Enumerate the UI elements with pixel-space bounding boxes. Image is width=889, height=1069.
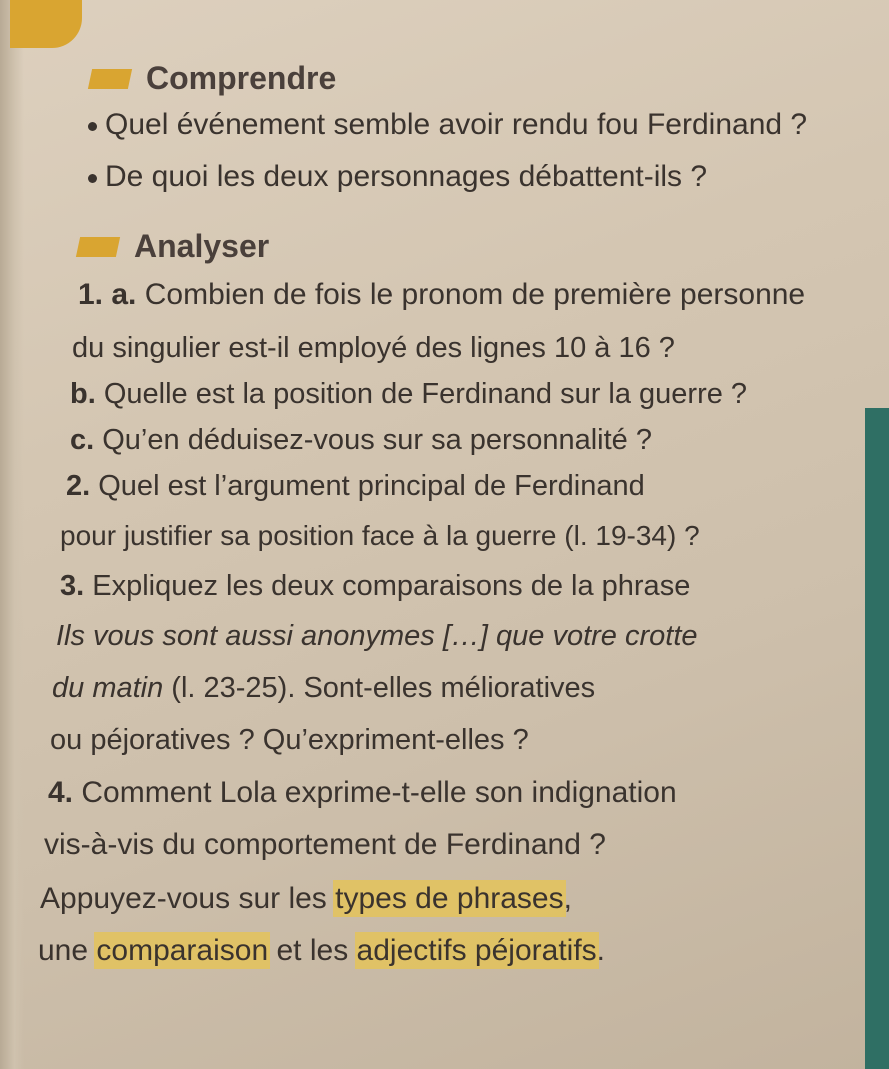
section-marker-icon xyxy=(88,69,132,89)
quote-text: du matin xyxy=(52,672,164,704)
quote-text: Ils vous sont aussi anonymes […] que votre crotte xyxy=(56,620,698,652)
question-2 xyxy=(66,470,645,503)
question-1a xyxy=(78,278,805,312)
question-text: Expliquez les deux comparaisons de la phrase xyxy=(92,570,691,602)
question-3-quote xyxy=(56,620,698,653)
bullet-item xyxy=(88,160,707,194)
question-number: 3. xyxy=(60,570,85,602)
question-text: Comment Lola exprime-t-elle son indignation xyxy=(81,776,677,809)
highlighted-text: types de phrases xyxy=(335,882,564,915)
question-3-cont xyxy=(52,672,595,705)
right-strip xyxy=(865,408,889,1069)
sub-label: c. xyxy=(70,424,95,456)
question-4-hint xyxy=(40,882,572,916)
question-text: une xyxy=(38,934,97,967)
question-4-cont xyxy=(44,828,606,862)
bullet-item xyxy=(88,108,807,142)
sub-label: b. xyxy=(70,378,96,410)
corner-tab xyxy=(10,0,82,48)
question-text: du singulier est-il employé des lignes 10 à 16 ? xyxy=(72,332,675,364)
question-text: , xyxy=(563,882,572,915)
highlighted-text: comparaison xyxy=(96,934,269,967)
bullet-text: De quoi les deux personnages débattent-ils ? xyxy=(105,160,708,193)
question-2-cont xyxy=(60,520,700,552)
question-4-hint2 xyxy=(38,934,605,968)
question-text: (l. 23-25). Sont-elles mélioratives xyxy=(163,672,596,704)
question-number: 1. xyxy=(78,278,104,311)
question-text: pour justifier sa position face à la guerre (l. 19-34) ? xyxy=(60,520,700,551)
page-edge xyxy=(0,0,24,1069)
section-title: Analyser xyxy=(134,228,270,264)
question-1b xyxy=(70,378,747,411)
section-title: Comprendre xyxy=(146,60,337,96)
question-text: ou péjoratives ? Qu’expriment-elles ? xyxy=(50,724,529,756)
question-text: Combien de fois le pronom de première personne xyxy=(144,278,806,311)
question-text: Quel est l’argument principal de Ferdinand xyxy=(98,470,645,502)
question-number: 2. xyxy=(66,470,91,502)
section-marker-icon xyxy=(76,237,120,257)
highlighted-text: adjectifs péjoratifs xyxy=(356,934,597,967)
question-text: vis-à-vis du comportement de Ferdinand ? xyxy=(44,828,606,861)
bullet-icon xyxy=(88,174,97,183)
question-number: 4. xyxy=(48,776,74,809)
question-1c xyxy=(70,424,652,457)
question-4 xyxy=(48,776,677,810)
question-text: et les xyxy=(268,934,357,967)
section-heading-analyser xyxy=(78,228,269,265)
question-text: Appuyez-vous sur les xyxy=(40,882,336,915)
question-text: Quelle est la position de Ferdinand sur la guerre ? xyxy=(103,378,748,410)
sub-label: a. xyxy=(111,278,137,311)
question-text: . xyxy=(596,934,605,967)
question-text: Qu’en déduisez-vous sur sa personnalité ? xyxy=(102,424,652,456)
question-1a-cont xyxy=(72,332,675,365)
bullet-icon xyxy=(88,122,97,131)
section-heading-comprendre xyxy=(90,60,336,97)
question-3 xyxy=(60,570,690,603)
bullet-text: Quel événement semble avoir rendu fou Ferdinand ? xyxy=(105,108,808,141)
question-3-cont2 xyxy=(50,724,529,757)
